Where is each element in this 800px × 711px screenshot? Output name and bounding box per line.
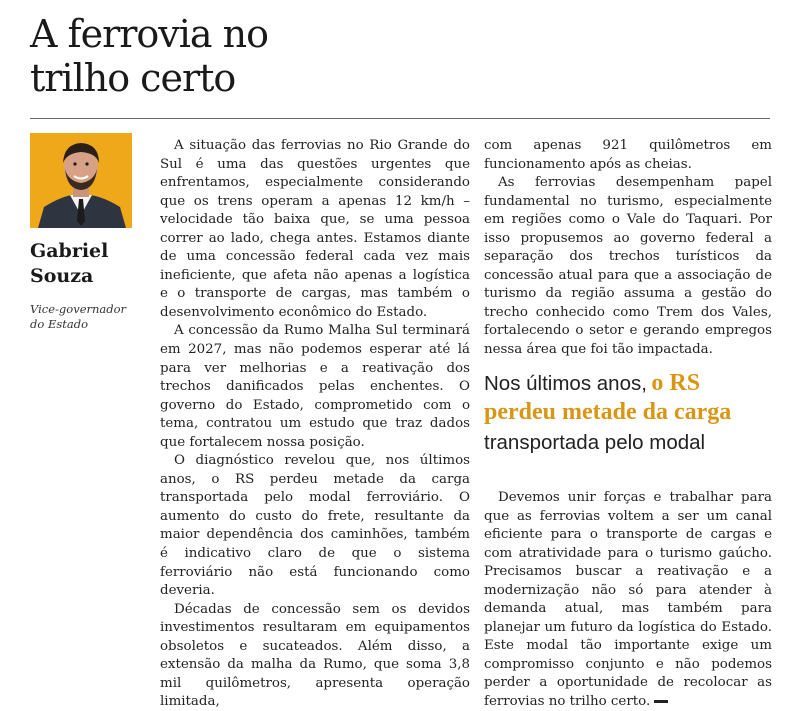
author-name xyxy=(30,239,150,289)
pull-quote-highlight-2: perdeu metade da carga xyxy=(484,399,732,425)
article-column-2 xyxy=(484,137,772,360)
paragraph: As ferrovias desempenham papel fundamental no turismo, especialmente em regiões como o Vale do Taquari. Por isso propusemos ao governo federal a separação dos trechos turísticos da concessão atual para que a associação de turismo da região assuma a gestão do trecho conhecido como Trem dos Vales, fortalecendo o setor e gerando empregos nessa área que foi tão impactada. xyxy=(484,175,772,358)
author-last-name: Souza xyxy=(30,265,94,287)
headline-line-2: trilho certo xyxy=(30,56,236,100)
paragraph: O diagnóstico revelou que, nos últimos anos, o RS perdeu metade da carga transportada pelo modal ferroviário. O aumento do custo do frete, resultante da maior dependência dos caminhões, também é indicativo claro de que o sistema ferroviário não está funcionando como deveria. xyxy=(160,453,470,599)
paragraph: A concessão da Rumo Malha Sul terminará em 2027, mas não podemos esperar até lá para ver melhorias e a reativação dos trechos danificados pelas enchentes. O governo do Estado, comprometido com o tema, contratou um estudo que traz dados que fortalecem nossa posição. xyxy=(160,323,470,450)
article-column-1 xyxy=(160,137,470,711)
pull-quote-highlight-1: o RS xyxy=(651,370,701,396)
paragraph: com apenas 921 quilômetros em funcionamento após as cheias. xyxy=(484,138,772,172)
pull-quote xyxy=(484,370,784,456)
paragraph: A situação das ferrovias no Rio Grande do Sul é uma das questões urgentes que enfrentamos, especialmente considerando que os trens operam a apenas 12 km/h – velocidade tão baixa que, se uma pessoa correr ao lado, chega antes. Estamos diante de uma concessão federal cada vez mais ineficiente, que afeta não apenas a logística e o transporte de cargas, mas também o desenvolvimento econômico do Estado. xyxy=(160,138,470,320)
top-divider xyxy=(30,118,770,119)
author-role-line-2: do Estado xyxy=(30,317,88,331)
headline xyxy=(30,12,330,100)
end-of-article-mark xyxy=(654,700,668,703)
closing-paragraph-text: Devemos unir forças e trabalhar para que as ferrovias voltem a ser um canal eficiente para o transporte de cargas e com atratividade para o turismo gaúcho. Precisamos buscar a reativação e a modernização não só para atender à demanda atual, mas também para planejar um futuro da logística do Estado. Este modal tão importante exige um compromisso conjunto e não podemos perder a oportunidade de recolocar as ferrovias no trilho certo. xyxy=(484,490,772,710)
author-first-name: Gabriel xyxy=(30,240,109,262)
author-role-line-1: Vice-governador xyxy=(30,302,127,316)
paragraph: Décadas de concessão sem os devidos investimentos resultaram em equipamentos obsoletos e sucateados. Além disso, a extensão da malha da Rumo, que soma 3,8 mil quilômetros, apresenta operação limitada, xyxy=(160,601,470,710)
author-photo xyxy=(30,133,132,228)
pull-quote-lead: Nos últimos anos, xyxy=(484,372,647,395)
article-column-3 xyxy=(484,489,772,711)
paragraph xyxy=(484,489,772,711)
pull-quote-tail: transportada pelo modal xyxy=(484,431,706,454)
author-role xyxy=(30,302,150,332)
headline-line-1: A ferrovia no xyxy=(30,12,268,56)
